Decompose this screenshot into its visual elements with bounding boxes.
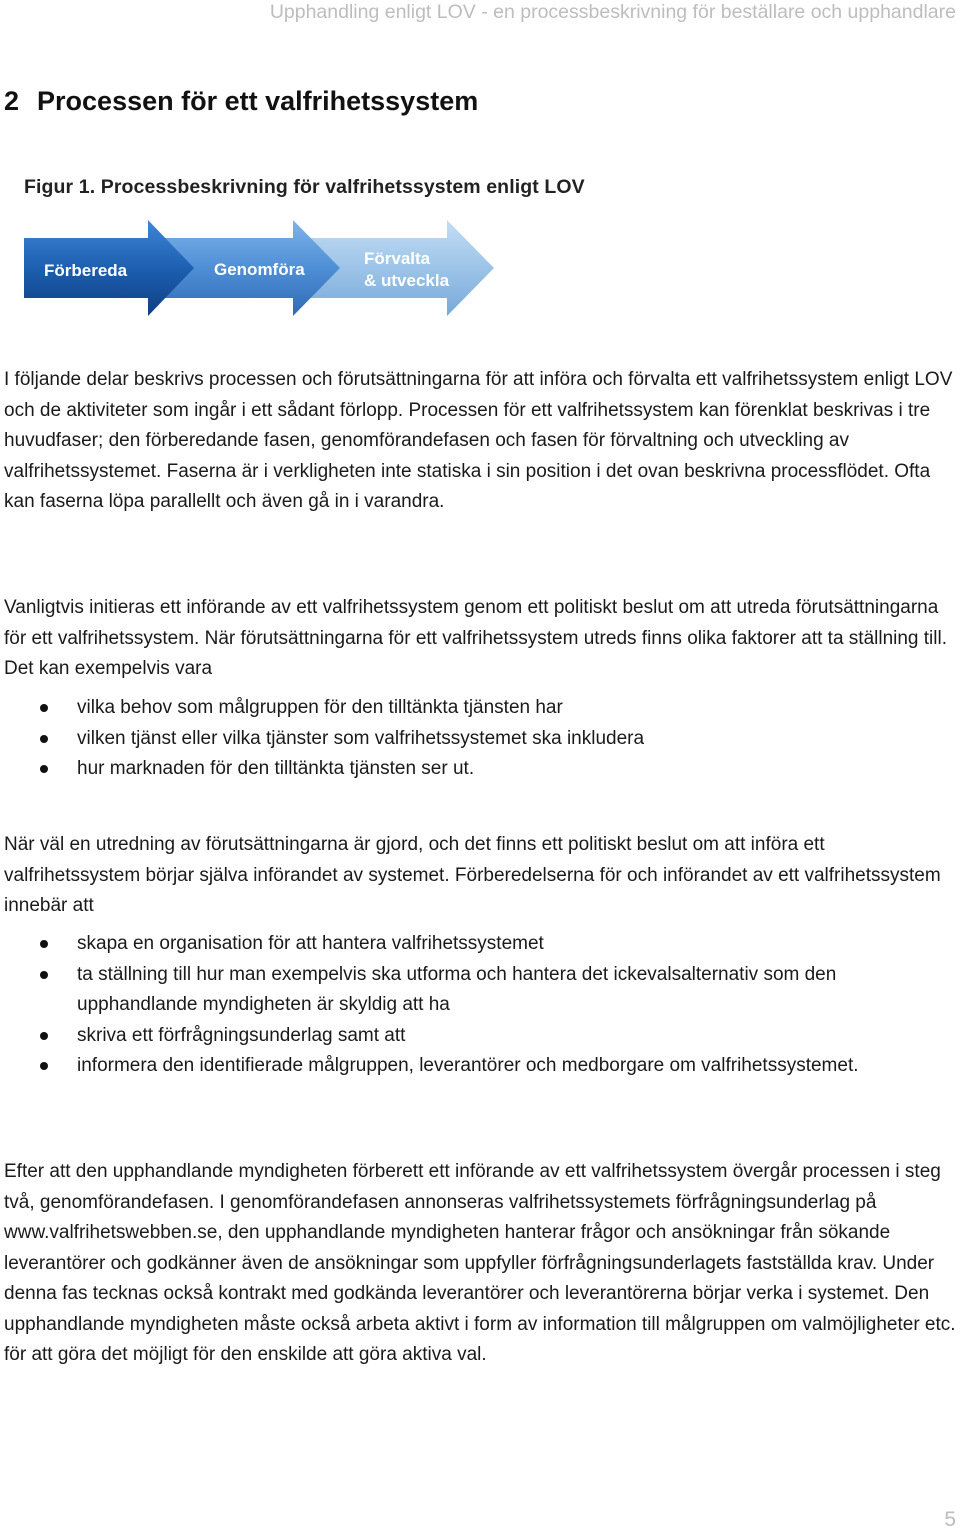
running-header: Upphandling enligt LOV - en processbeskrivning för beställare och upphandlare	[269, 1, 956, 23]
bullet-icon	[40, 1032, 48, 1040]
step-label-forvalta-line1: Förvalta	[364, 249, 431, 268]
step-label-forbereda: Förbereda	[44, 261, 128, 280]
bullet-icon	[40, 704, 48, 712]
paragraph-3: När väl en utredning av förutsättningarna är gjord, och det finns ett politiskt beslut om att införa ett valfrihetssystem börjar själva införandet av systemet. Förberedelserna för och införandet av ett valfrihetssystem innebär att	[4, 834, 941, 916]
bullet-icon	[40, 735, 48, 743]
paragraph-4: Efter att den upphandlande myndigheten förberett ett införande av ett valfrihetssystem övergår processen i steg två, genomförandefasen. I genomförandefasen annonseras valfrihetssystemets förfrågningsunderlag på www.valfrihetswebben.se, den upphandlande myndigheten hanterar frågor och ansökningar från sökande leverantörer och godkänner även de ansökningar som uppfyller förfrågningsunderlagets fastställda krav. Under denna fas tecknas också kontrakt med godkända leverantörer och leverantörerna börjar verka i systemet. Den upphandlande myndigheten måste också arbeta aktivt i form av information till målgruppen om valmöjligheter etc. för att göra det möjligt för den enskilde att göra aktiva val.	[4, 1161, 956, 1365]
list-item	[0, 960, 956, 1021]
section-title: Processen för ett valfrihetssystem	[37, 86, 479, 116]
paragraph-1: I följande delar beskrivs processen och förutsättningarna för att införa och förvalta ett valfrihetssystem enligt LOV och de aktiviteter som ingår i ett sådant förlopp. Processen för ett valfrihetssystem kan förenklat beskrivas i tre huvudfaser; den förberedande fasen, genomförandefasen och fasen för förvaltning och utveckling av valfrihetssystemet. Faserna är i verkligheten inte statiska i sin position i det ovan beskrivna processflödet. Ofta kan faserna löpa parallellt och även gå in i varandra.	[4, 369, 953, 512]
bullet-list-2	[0, 929, 956, 1082]
bullet-list-1	[0, 693, 956, 785]
section-heading	[4, 84, 478, 118]
list-item-text: skapa en organisation för att hantera valfrihetssystemet	[77, 933, 544, 954]
list-item-text: hur marknaden för den tilltänkta tjänsten ser ut.	[77, 758, 475, 779]
list-item-text: vilka behov som målgruppen för den tilltänkta tjänsten har	[77, 697, 563, 718]
list-item	[0, 1051, 956, 1082]
bullet-icon	[40, 940, 48, 948]
list-item-text: skriva ett förfrågningsunderlag samt att	[77, 1024, 406, 1046]
list-item	[0, 754, 956, 785]
list-item-text: ta ställning till hur man exempelvis ska utforma och hantera det ickevalsalternativ som den upphandlande myndigheten är skyldig att ha	[77, 963, 837, 1015]
list-item	[0, 724, 956, 755]
list-item-text: vilken tjänst eller vilka tjänster som valfrihetssystemet ska inkludera	[77, 727, 645, 749]
process-figure	[22, 172, 585, 322]
bullet-icon	[40, 1062, 48, 1070]
list-item	[0, 1021, 956, 1052]
figure-caption: Figur 1. Processbeskrivning för valfrihetssystem enligt LOV	[24, 176, 585, 198]
step-label-forvalta-line2: & utveckla	[364, 271, 450, 290]
paragraph-2: Vanligtvis initieras ett införande av ett valfrihetssystem genom ett politiskt beslut om att utreda förutsättningarna för ett valfrihetssystem. När förutsättningarna för ett valfrihetssystem utreds finns olika faktorer att ta ställning till. Det kan exempelvis vara	[4, 597, 947, 679]
bullet-icon	[40, 971, 48, 979]
page-number: 5	[944, 1508, 956, 1531]
list-item-text: informera den identifierade målgruppen, leverantörer och medborgare om valfrihetssystemet.	[77, 1055, 859, 1076]
step-label-genomfora: Genomföra	[214, 260, 305, 279]
list-item	[0, 929, 956, 960]
section-number: 2	[4, 86, 20, 116]
bullet-icon	[40, 765, 48, 773]
list-item	[0, 693, 956, 724]
